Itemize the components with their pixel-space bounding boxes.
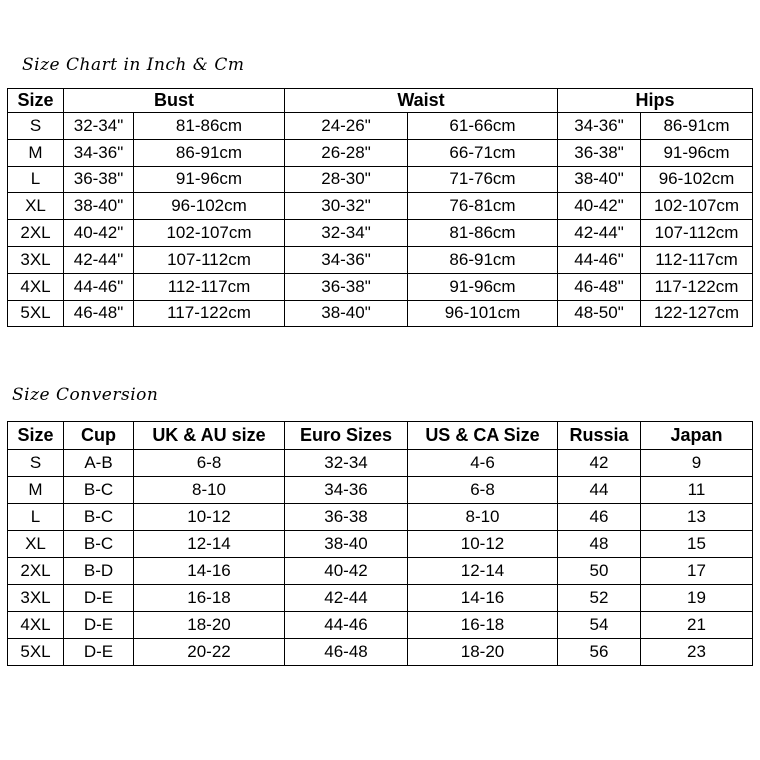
value-cell: 30-32" — [285, 193, 408, 220]
table-row — [8, 450, 753, 477]
size-cell: 5XL — [8, 639, 64, 666]
size-cell: M — [8, 139, 64, 166]
value-cell: 54 — [558, 612, 641, 639]
value-cell: 40-42" — [558, 193, 641, 220]
value-cell: 42 — [558, 450, 641, 477]
value-cell: D-E — [64, 639, 134, 666]
size-chart-title: Size Chart in Inch & Cm — [22, 55, 245, 75]
size-cell: M — [8, 477, 64, 504]
table-row — [8, 246, 753, 273]
value-cell: 42-44 — [285, 585, 408, 612]
size-cell: 3XL — [8, 246, 64, 273]
value-cell: 91-96cm — [134, 166, 285, 193]
value-cell: 52 — [558, 585, 641, 612]
value-cell: 46-48 — [285, 639, 408, 666]
value-cell: 56 — [558, 639, 641, 666]
value-cell: 26-28" — [285, 139, 408, 166]
value-cell: 91-96cm — [408, 273, 558, 300]
column-header-size: Size — [8, 89, 64, 113]
column-header-bust: Bust — [64, 89, 285, 113]
size-cell: 3XL — [8, 585, 64, 612]
value-cell: 44-46 — [285, 612, 408, 639]
size-cell: L — [8, 166, 64, 193]
value-cell: A-B — [64, 450, 134, 477]
value-cell: 96-102cm — [134, 193, 285, 220]
value-cell: 10-12 — [408, 531, 558, 558]
value-cell: D-E — [64, 612, 134, 639]
value-cell: 18-20 — [134, 612, 285, 639]
value-cell: 21 — [641, 612, 753, 639]
value-cell: 107-112cm — [641, 220, 753, 247]
size-cell: 4XL — [8, 612, 64, 639]
value-cell: 38-40" — [558, 166, 641, 193]
size-cell: 5XL — [8, 300, 64, 327]
value-cell: 86-91cm — [134, 139, 285, 166]
size-cell: 2XL — [8, 220, 64, 247]
table-row — [8, 273, 753, 300]
value-cell: 6-8 — [134, 450, 285, 477]
value-cell: 34-36 — [285, 477, 408, 504]
value-cell: 86-91cm — [641, 113, 753, 140]
size-cell: XL — [8, 531, 64, 558]
value-cell: 19 — [641, 585, 753, 612]
table-row — [8, 113, 753, 140]
value-cell: 86-91cm — [408, 246, 558, 273]
value-cell: 32-34" — [285, 220, 408, 247]
value-cell: 81-86cm — [408, 220, 558, 247]
value-cell: 36-38 — [285, 504, 408, 531]
table-row — [8, 220, 753, 247]
value-cell: 81-86cm — [134, 113, 285, 140]
table-row — [8, 477, 753, 504]
value-cell: 32-34" — [64, 113, 134, 140]
value-cell: 40-42" — [64, 220, 134, 247]
value-cell: 36-38" — [285, 273, 408, 300]
value-cell: 15 — [641, 531, 753, 558]
value-cell: 34-36" — [64, 139, 134, 166]
value-cell: 42-44" — [64, 246, 134, 273]
column-header-5: Russia — [558, 422, 641, 450]
column-header-0: Size — [8, 422, 64, 450]
value-cell: 20-22 — [134, 639, 285, 666]
value-cell: 8-10 — [134, 477, 285, 504]
table-row — [8, 639, 753, 666]
size-cell: L — [8, 504, 64, 531]
value-cell: D-E — [64, 585, 134, 612]
column-header-3: Euro Sizes — [285, 422, 408, 450]
column-header-hips: Hips — [558, 89, 753, 113]
value-cell: 44-46" — [64, 273, 134, 300]
value-cell: 14-16 — [408, 585, 558, 612]
table-row — [8, 300, 753, 327]
value-cell: 8-10 — [408, 504, 558, 531]
table-row — [8, 139, 753, 166]
value-cell: 17 — [641, 558, 753, 585]
value-cell: B-C — [64, 477, 134, 504]
table-row — [8, 166, 753, 193]
value-cell: B-C — [64, 531, 134, 558]
size-cell: XL — [8, 193, 64, 220]
table-row — [8, 585, 753, 612]
size-chart-table — [7, 88, 753, 327]
table-header-row — [8, 89, 753, 113]
value-cell: 91-96cm — [641, 139, 753, 166]
table-row — [8, 504, 753, 531]
value-cell: 40-42 — [285, 558, 408, 585]
value-cell: 96-101cm — [408, 300, 558, 327]
column-header-2: UK & AU size — [134, 422, 285, 450]
size-cell: 2XL — [8, 558, 64, 585]
value-cell: 4-6 — [408, 450, 558, 477]
value-cell: 36-38" — [64, 166, 134, 193]
value-cell: 76-81cm — [408, 193, 558, 220]
value-cell: 23 — [641, 639, 753, 666]
value-cell: 50 — [558, 558, 641, 585]
value-cell: 6-8 — [408, 477, 558, 504]
value-cell: 117-122cm — [134, 300, 285, 327]
value-cell: 12-14 — [408, 558, 558, 585]
size-conversion-table — [7, 421, 753, 666]
value-cell: 42-44" — [558, 220, 641, 247]
value-cell: 13 — [641, 504, 753, 531]
value-cell: 102-107cm — [134, 220, 285, 247]
value-cell: 10-12 — [134, 504, 285, 531]
value-cell: 14-16 — [134, 558, 285, 585]
column-header-4: US & CA Size — [408, 422, 558, 450]
value-cell: 36-38" — [558, 139, 641, 166]
value-cell: 38-40" — [64, 193, 134, 220]
value-cell: 66-71cm — [408, 139, 558, 166]
value-cell: 102-107cm — [641, 193, 753, 220]
value-cell: 61-66cm — [408, 113, 558, 140]
value-cell: 44-46" — [558, 246, 641, 273]
value-cell: 24-26" — [285, 113, 408, 140]
value-cell: 18-20 — [408, 639, 558, 666]
value-cell: 122-127cm — [641, 300, 753, 327]
value-cell: 9 — [641, 450, 753, 477]
value-cell: 38-40 — [285, 531, 408, 558]
value-cell: 38-40" — [285, 300, 408, 327]
table-header-row — [8, 422, 753, 450]
column-header-1: Cup — [64, 422, 134, 450]
value-cell: 11 — [641, 477, 753, 504]
size-cell: 4XL — [8, 273, 64, 300]
table-row — [8, 612, 753, 639]
value-cell: 34-36" — [558, 113, 641, 140]
value-cell: 112-117cm — [641, 246, 753, 273]
value-cell: B-C — [64, 504, 134, 531]
value-cell: 16-18 — [134, 585, 285, 612]
value-cell: 44 — [558, 477, 641, 504]
value-cell: 96-102cm — [641, 166, 753, 193]
value-cell: 12-14 — [134, 531, 285, 558]
value-cell: 28-30" — [285, 166, 408, 193]
size-conversion-title: Size Conversion — [12, 385, 159, 405]
table-row — [8, 531, 753, 558]
value-cell: 48 — [558, 531, 641, 558]
value-cell: 46 — [558, 504, 641, 531]
value-cell: 112-117cm — [134, 273, 285, 300]
value-cell: 34-36" — [285, 246, 408, 273]
table-row — [8, 193, 753, 220]
table-row — [8, 558, 753, 585]
column-header-6: Japan — [641, 422, 753, 450]
value-cell: 32-34 — [285, 450, 408, 477]
value-cell: 117-122cm — [641, 273, 753, 300]
value-cell: B-D — [64, 558, 134, 585]
value-cell: 46-48" — [558, 273, 641, 300]
value-cell: 107-112cm — [134, 246, 285, 273]
value-cell: 48-50" — [558, 300, 641, 327]
value-cell: 46-48" — [64, 300, 134, 327]
size-cell: S — [8, 450, 64, 477]
size-cell: S — [8, 113, 64, 140]
value-cell: 16-18 — [408, 612, 558, 639]
column-header-waist: Waist — [285, 89, 558, 113]
value-cell: 71-76cm — [408, 166, 558, 193]
